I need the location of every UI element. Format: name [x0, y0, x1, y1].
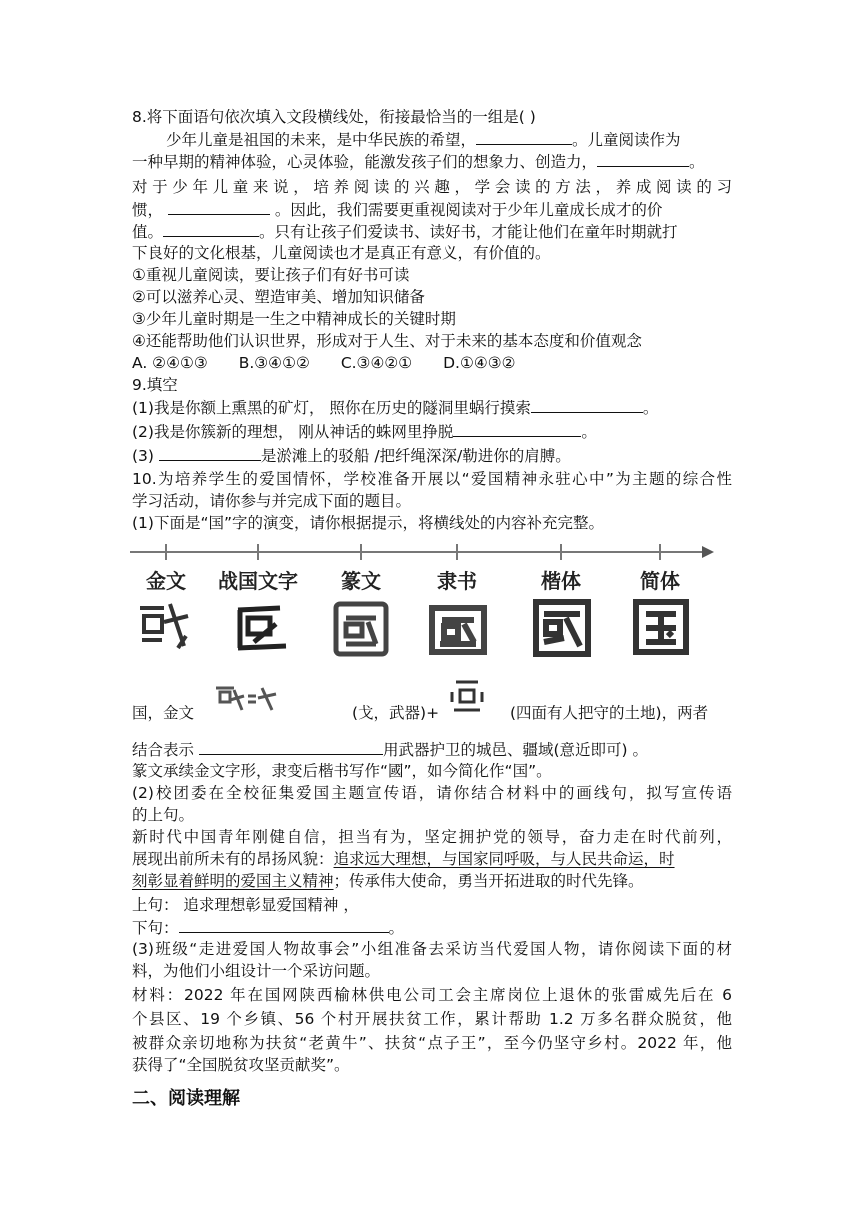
- q10-sub3-line1: (3)班级“走进爱国人物故事会”小组准备去采访当代爱国人物，请你阅读下面的材: [132, 940, 732, 958]
- q8-item-3: ③少年儿童时期是一生之中精神成长的关键时期: [132, 310, 456, 328]
- label-zhuanwen: 篆文: [341, 569, 381, 593]
- q10-sub3-line2: 料，为他们小组设计一个采访问题。: [132, 962, 381, 980]
- glyph-jianti-image: [636, 602, 686, 652]
- glyph-jinwen-image: [140, 604, 188, 648]
- q8-para-line2: 一种早期的精神体验，心灵体验，能激发孩子们的想象力、创造力， 。: [132, 150, 732, 173]
- q10-intro-2: 学习活动，请你参与并完成下面的题目。: [132, 492, 412, 510]
- q10-explain-line1: 国，金文: [132, 704, 195, 722]
- answer-blank[interactable]: [179, 916, 389, 933]
- underlined-sentence: 追求远大理想，与国家同呼吸，与人民共命运，时: [333, 850, 675, 868]
- q10-material2-line4: 获得了“全国脱贫攻坚贡献奖”。: [132, 1056, 350, 1074]
- q10-material2-line1: 材料：2022 年在国网陕西榆林供电公司工会主席岗位上退休的张雷威先后在 6: [132, 986, 732, 1004]
- answer-blank[interactable]: [163, 220, 259, 237]
- option-b[interactable]: B.③④①②: [238, 354, 310, 372]
- q8-options: [132, 352, 732, 374]
- option-c[interactable]: C.③④②①: [340, 354, 413, 372]
- option-d[interactable]: D.①④③②: [443, 354, 516, 372]
- q8-item-4: ④还能帮助他们认识世界，形成对于人生、对于未来的基本态度和价值观念: [132, 332, 642, 350]
- timeline-arrow: [702, 546, 714, 558]
- q10-sub2-line2: 的上句。: [132, 806, 195, 824]
- q8-para-line1: 少年儿童是祖国的未来，是中华民族的希望， 。儿童阅读作为: [166, 128, 732, 151]
- q8-para-line5: 值。 。只有让孩子们爱读书、读好书，才能让他们在童年时期就打: [132, 220, 732, 243]
- q10-explain-line3: 篆文承续金文字形，隶变后楷书写作“國”，如今简化作“国”。: [132, 762, 552, 780]
- glyph-zhanguo-image: [238, 608, 286, 648]
- q10-upper-line: 上句： 追求理想彰显爱国精神 ，: [132, 896, 359, 914]
- answer-blank[interactable]: [453, 420, 581, 437]
- option-a[interactable]: A. ②④①③: [132, 354, 208, 372]
- q10-intro-1: 10.为培养学生的爱国情怀，学校准备开展以“爱国精神永驻心中”为主题的综合性: [132, 470, 732, 488]
- label-jinwen: 金文: [146, 569, 186, 593]
- answer-blank[interactable]: [199, 738, 383, 755]
- guo-evolution-timeline: [130, 538, 720, 668]
- answer-blank[interactable]: [531, 396, 643, 413]
- q10-material-line3: 刻彰显着鲜明的爱国主义精神；传承伟大使命，勇当开拓进取的时代先锋。: [132, 872, 644, 890]
- answer-blank[interactable]: [159, 444, 261, 461]
- label-lishu: 隶书: [437, 569, 477, 593]
- label-zhanguo: 战国文字: [218, 569, 298, 593]
- glyph-zhuanwen-image: [336, 604, 386, 654]
- label-jianti: 简体: [640, 569, 680, 593]
- q8-para-line4: 惯， 。因此，我们需要更重视阅读对于少年儿童成长成才的价: [132, 198, 732, 221]
- q9-line3: (3) 是淤滩上的驳船 /把纤绳深深/勒进你的肩膊。: [132, 444, 732, 467]
- q8-item-1: ①重视儿童阅读，要让孩子们有好书可读: [132, 266, 410, 284]
- underlined-sentence: 刻彰显着鲜明的爱国主义精神: [132, 872, 334, 890]
- wei-enclosure-image: [450, 678, 486, 716]
- answer-blank[interactable]: [476, 128, 572, 145]
- q10-lower-line: 下句： 。: [132, 916, 732, 939]
- q10-material2-line3: 被群众亲切地称为扶贫“老黄牛”、扶贫“点子王”，至今仍坚守乡村。2022 年，他: [132, 1034, 732, 1052]
- q10-explain-tail: (四面有人把守的土地)，两者: [510, 704, 709, 722]
- q10-material-line2: 展现出前所未有的昂扬风貌：追求远大理想，与国家同呼吸，与人民共命运，时: [132, 850, 675, 868]
- glyph-lishu-image: [432, 608, 484, 652]
- glyph-kaiti-image: [536, 602, 588, 654]
- q10-sub2-line1: (2)校团委在全校征集爱国主题宣传语，请你结合材料中的画线句，拟写宣传语: [132, 784, 732, 802]
- q10-material-line1: 新时代中国青年刚健自信，担当有为，坚定拥护党的领导，奋力走在时代前列，: [132, 828, 732, 846]
- q8-para-line3: 对于少年儿童来说，培养阅读的兴趣，学会读的方法，养成阅读的习: [132, 178, 732, 196]
- q9-line2: (2)我是你簇新的理想， 刚从神话的蛛网里挣脱 。: [132, 420, 732, 443]
- label-kaiti: 楷体: [541, 569, 581, 593]
- q9-title: 9.填空: [132, 376, 178, 394]
- section-heading-reading: 二、阅读理解: [132, 1088, 240, 1109]
- q10-material2-line2: 个县区、19 个乡镇、56 个村开展扶贫工作，累计帮助 1.2 万多名群众脱贫，他: [132, 1010, 732, 1028]
- q10-sub1: (1)下面是“国”字的演变，请你根据提示，将横线处的内容补充完整。: [132, 514, 605, 532]
- answer-blank[interactable]: [597, 150, 689, 167]
- q8-stem: 8.将下面语句依次填入文段横线处，衔接最恰当的一组是( ): [132, 108, 536, 126]
- answer-blank[interactable]: [168, 198, 270, 215]
- q10-explain-line2: 结合表示 用武器护卫的城邑、疆域(意近即可) 。: [132, 738, 732, 761]
- q8-item-2: ②可以滋养心灵、塑造审美、增加知识储备: [132, 288, 425, 306]
- q8-para-line6: 下良好的文化根基，儿童阅读也才是真正有意义，有价值的。: [132, 244, 551, 262]
- jinwen-equation-image: [214, 684, 280, 714]
- q9-line1: (1)我是你额上熏黑的矿灯， 照你在历史的隧洞里蜗行摸索 。: [132, 396, 732, 419]
- q10-explain-ge: (戈，武器)+: [352, 704, 440, 722]
